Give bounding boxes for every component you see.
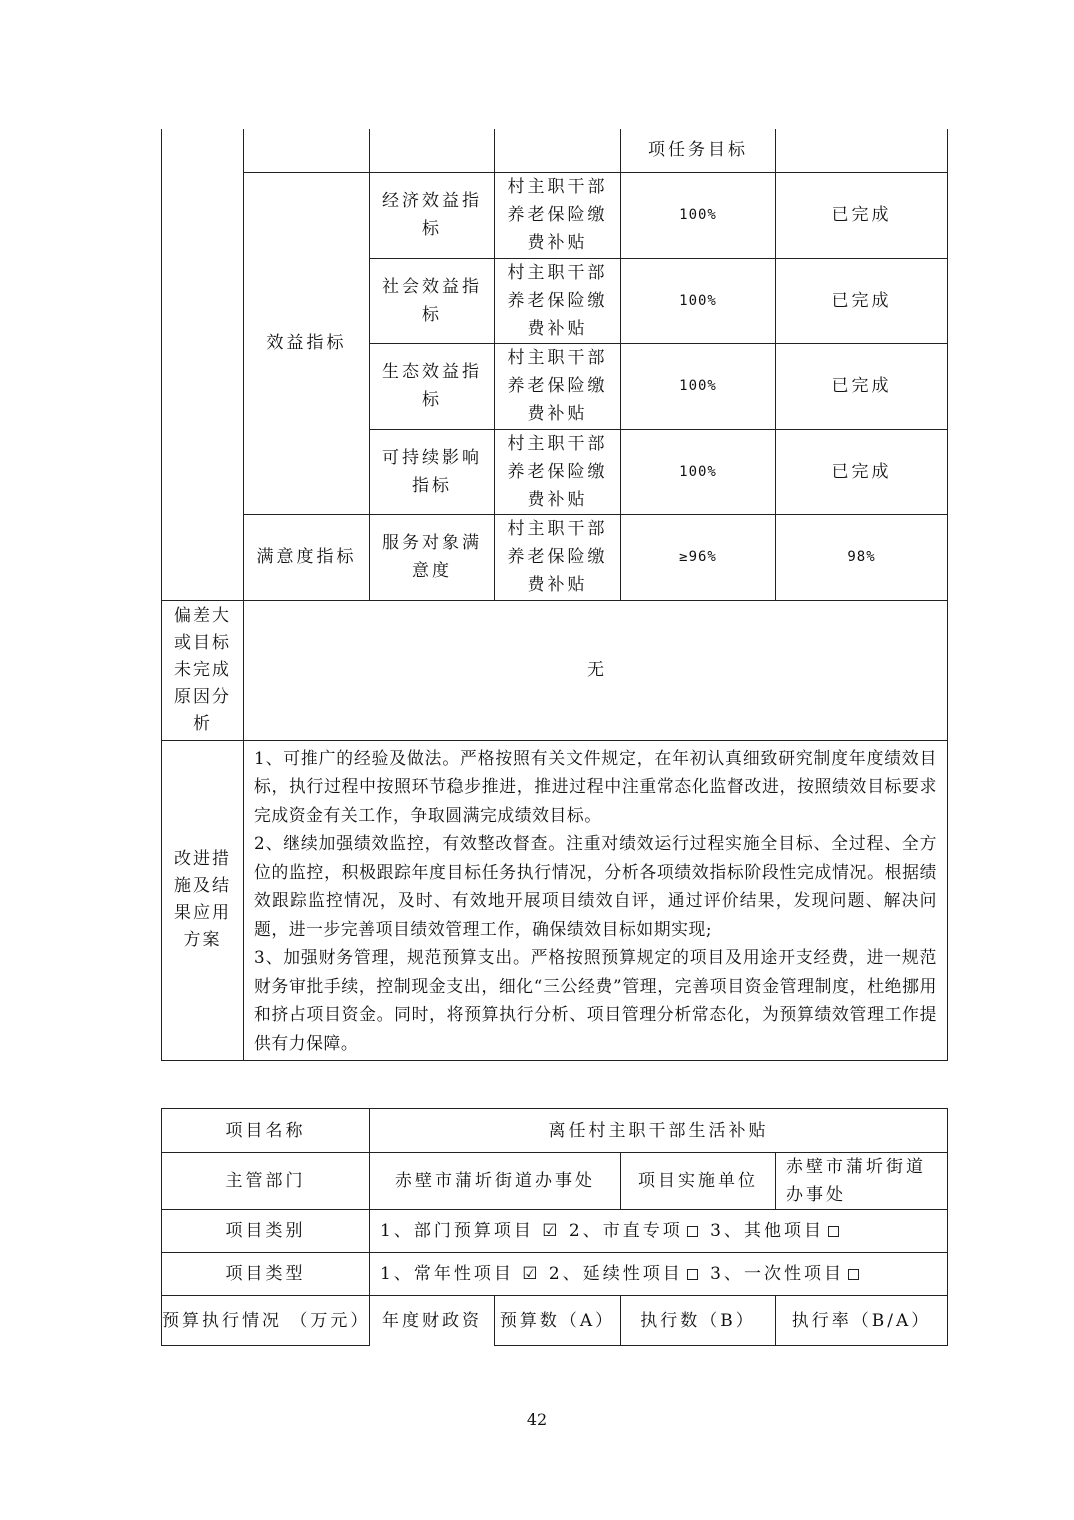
type-option: 1、常年性项目 [380, 1264, 514, 1284]
indicator-actual: 已完成 [776, 172, 948, 258]
first-level-indicator-cell [162, 129, 244, 600]
performance-indicator-table [161, 129, 948, 1061]
indicator-content: 村主职干部养老保险缴费补贴 [495, 514, 621, 600]
category-options [370, 1210, 948, 1253]
improvement-paragraph: 1、可推广的经验及做法。严格按照有关文件规定，在年初认真细致研究制度年度绩效目标，执行过程中按照环节稳步推进，推进过程中注重常态化监督改进，按照绩效目标要求完成资金有关工作，争取圆满完成绩效目标。 [254, 747, 937, 825]
checkbox-icon[interactable] [687, 1226, 698, 1237]
impl-value: 赤壁市蒲圻街道办事处 [776, 1153, 948, 1210]
satisfaction-category: 满意度指标 [244, 514, 370, 600]
checked-box-icon[interactable]: ☑ [542, 1221, 561, 1241]
budget-header: 预算数（A） [495, 1296, 621, 1346]
project-info-table [161, 1108, 948, 1346]
deviation-value: 无 [244, 600, 948, 740]
indicator-target: 100% [621, 258, 776, 343]
indicator-content: 村主职干部养老保险缴费补贴 [495, 429, 621, 514]
blank-cell [370, 129, 495, 172]
indicator-target: 100% [621, 343, 776, 429]
indicator-name: 社会效益指标 [370, 258, 495, 343]
category-option: 2、市直专项 [568, 1221, 683, 1241]
checked-box-icon[interactable]: ☑ [522, 1264, 541, 1284]
improvement-paragraph: 2、继续加强绩效监控，有效整改督查。注重对绩效运行过程实施全目标、全过程、全方位的监控，积极跟踪年度目标任务执行情况，分析各项绩效指标阶段性完成情况。根据绩效跟踪监控情况，及时、有效地开展项目绩效自评，通过评价结果，发现问题、解决问题，进一步完善项目绩效管理工作，确保绩效目标如期实现; [254, 833, 937, 939]
project-name-label: 项目名称 [162, 1109, 370, 1153]
budget-header: 年度财政资 [370, 1296, 495, 1346]
indicator-name: 生态效益指标 [370, 343, 495, 429]
category-option: 3、其他项目 [710, 1221, 824, 1241]
indicator-actual: 98% [776, 514, 948, 600]
project-name: 离任村主职干部生活补贴 [370, 1109, 948, 1153]
dept-label: 主管部门 [162, 1153, 370, 1210]
blank-cell [495, 129, 621, 172]
type-option: 2、延续性项目 [548, 1264, 683, 1284]
page-number: 42 [526, 1410, 548, 1429]
blank-cell [776, 129, 948, 172]
indicator-actual: 已完成 [776, 343, 948, 429]
dept-value: 赤壁市蒲圻街道办事处 [370, 1153, 621, 1210]
checkbox-icon[interactable] [848, 1269, 859, 1280]
task-target-label: 项任务目标 [621, 129, 776, 172]
improvement-label: 改进措施及结果应用方案 [162, 740, 244, 1061]
indicator-name: 经济效益指标 [370, 172, 495, 258]
category-label: 项目类别 [162, 1210, 370, 1253]
indicator-actual: 已完成 [776, 429, 948, 514]
indicator-actual: 已完成 [776, 258, 948, 343]
indicator-target: 100% [621, 429, 776, 514]
benefit-category: 效益指标 [244, 172, 370, 514]
indicator-name: 可持续影响指标 [370, 429, 495, 514]
checkbox-icon[interactable] [687, 1269, 698, 1280]
type-label: 项目类型 [162, 1253, 370, 1296]
checkbox-icon[interactable] [828, 1226, 839, 1237]
impl-label: 项目实施单位 [621, 1153, 776, 1210]
budget-label: 预算执行情况 （万元） [162, 1296, 370, 1346]
indicator-content: 村主职干部养老保险缴费补贴 [495, 343, 621, 429]
improvement-content [244, 740, 948, 1061]
indicator-name: 服务对象满意度 [370, 514, 495, 600]
category-option: 1、部门预算项目 [380, 1221, 534, 1241]
budget-header: 执行率（B/A） [776, 1296, 948, 1346]
indicator-target: ≥96% [621, 514, 776, 600]
improvement-paragraph: 3、加强财务管理，规范预算支出。严格按照预算规定的项目及用途开支经费，进一规范财务审批手续，控制现金支出，细化“三公经费”管理，完善项目资金管理制度，杜绝挪用和挤占项目资金。同时，将预算执行分析、项目管理分析常态化，为预算绩效管理工作提供有力保障。 [254, 947, 937, 1053]
blank-cell [244, 129, 370, 172]
budget-header: 执行数（B） [621, 1296, 776, 1346]
indicator-content: 村主职干部养老保险缴费补贴 [495, 172, 621, 258]
indicator-target: 100% [621, 172, 776, 258]
deviation-label: 偏差大或目标未完成原因分析 [162, 600, 244, 740]
type-option: 3、一次性项目 [710, 1264, 844, 1284]
type-options [370, 1253, 948, 1296]
indicator-content: 村主职干部养老保险缴费补贴 [495, 258, 621, 343]
